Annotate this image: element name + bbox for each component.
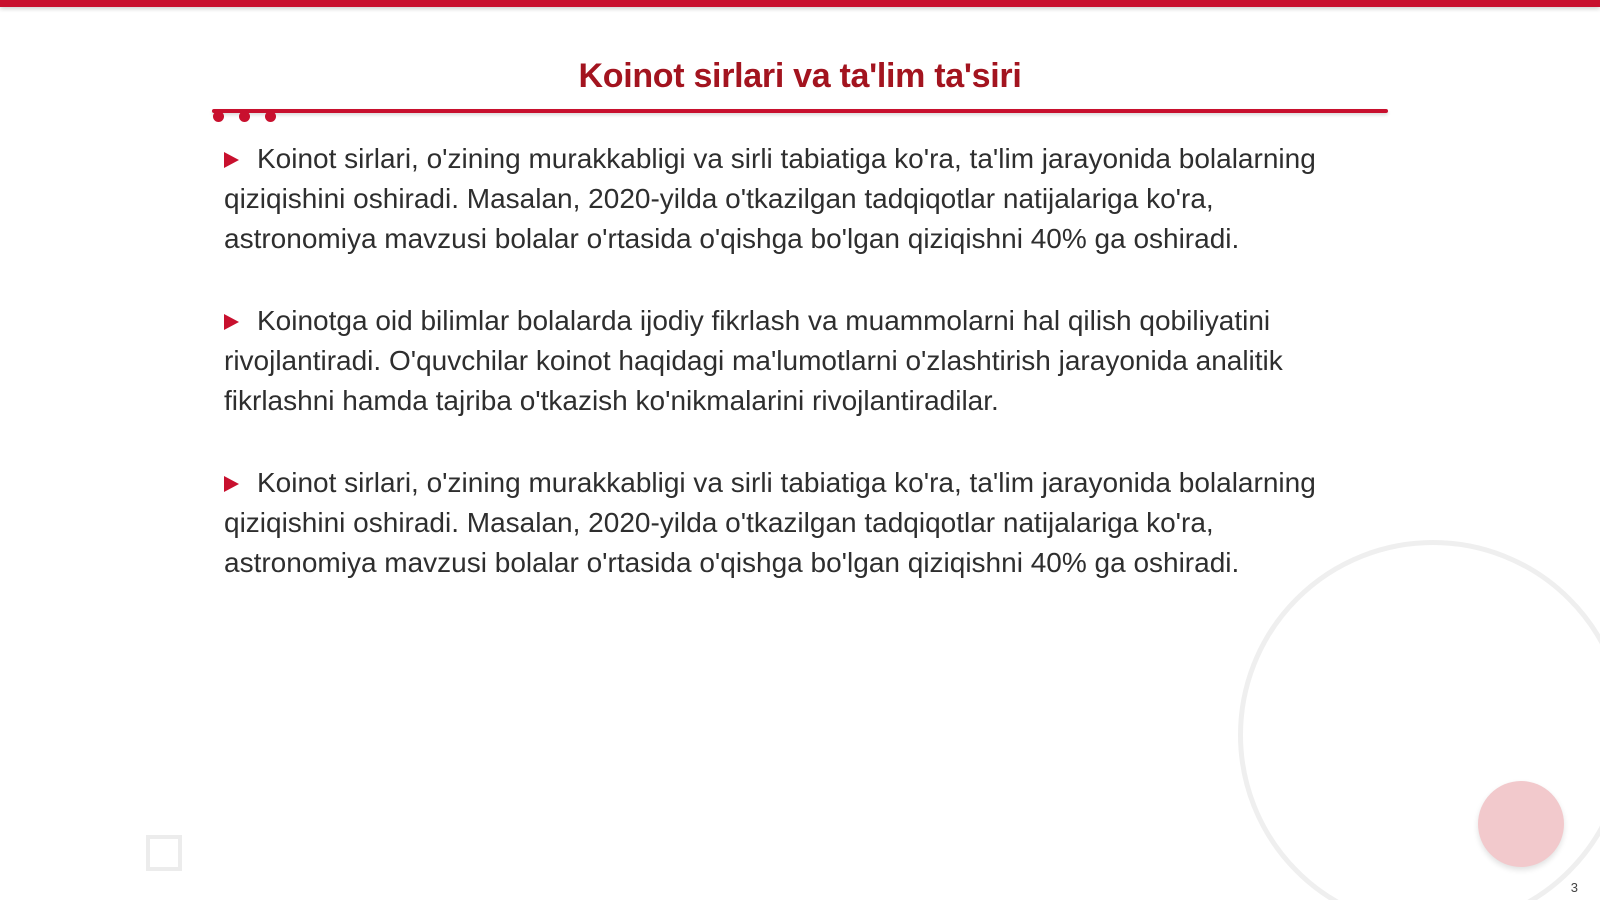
bullet-text: Koinot sirlari, o'zining murakkabligi va sirli tabiatiga ko'ra, ta'lim jarayonida bolalarning qiziqishini oshiradi. Masalan, 2020-yilda o'tkazilgan tadqiqotlar natijalariga ko'ra, astronomiya mavzusi bolalar o'rtasida o'qishga bo'lgan qiziqishni 40% ga oshiradi. <box>224 143 1316 254</box>
title-underline <box>212 109 1388 113</box>
bullet-text: Koinot sirlari, o'zining murakkabligi va sirli tabiatiga ko'ra, ta'lim jarayonida bolalarning qiziqishini oshiradi. Masalan, 2020-yilda o'tkazilgan tadqiqotlar natijalariga ko'ra, astronomiya mavzusi bolalar o'rtasida o'qishga bo'lgan qiziqishni 40% ga oshiradi. <box>224 467 1316 578</box>
top-accent-bar <box>0 0 1600 7</box>
page-number: 3 <box>1570 880 1578 895</box>
triangle-right-icon <box>224 152 239 168</box>
bullet-item <box>224 463 1354 583</box>
decorative-pink-circle <box>1478 781 1564 867</box>
decorative-dot <box>239 111 250 122</box>
decorative-dot <box>265 111 276 122</box>
bullet-text: Koinotga oid bilimlar bolalarda ijodiy fikrlash va muammolarni hal qilish qobiliyatini rivojlantiradi. O'quvchilar koinot haqidagi ma'lumotlarni o'zlashtirish jarayonida analitik fikrlashni hamda tajriba o'tkazish ko'nikmalarini rivojlantiradilar. <box>224 305 1283 416</box>
decorative-dot <box>213 111 224 122</box>
bullet-list <box>224 139 1354 625</box>
bullet-item <box>224 139 1354 259</box>
triangle-right-icon <box>224 476 239 492</box>
triangle-right-icon <box>224 314 239 330</box>
slide-title: Koinot sirlari va ta'lim ta'siri <box>578 57 1022 95</box>
bullet-item <box>224 301 1354 421</box>
decorative-square <box>146 835 182 871</box>
